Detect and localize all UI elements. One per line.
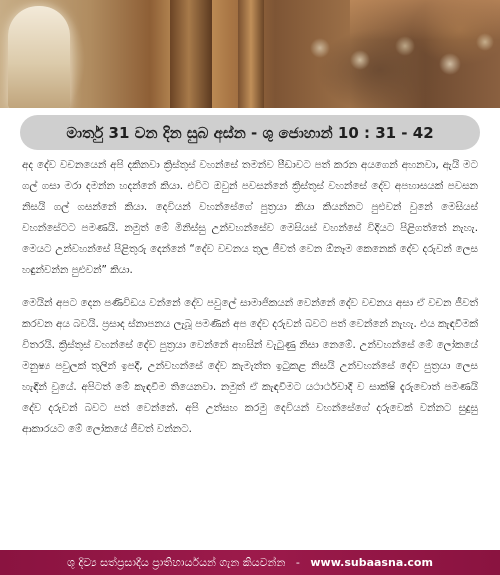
footer-text <box>67 556 433 570</box>
website-link[interactable]: www.subaasna.com <box>310 555 433 569</box>
header-painting <box>0 0 500 108</box>
paragraph: මෙයින් අපට දෙන පණිවිඩය වන්නේ දේව පවුලේ සාමාජිකයන් වෙන්නේ දේව වචනය අසා ඒ වචන ජීවත් කරවන අය බවයි. ප්‍රසාද ස්නාපනය ලැබූ පමණින් අප දේව දරුවන් බවට පත් වෙන්නේ නැහැ. එය කැඳවීමක් විතරයි. ක්‍රිස්තුස් වහන්සේ දේව පුත්‍රයා වෙන්නේ අහසින් වැටුණු නිසා නෙමේ. උන්වහන්සේ මේ ලෝකයේ මනුෂ්‍ය පවුලක් තුලින් ඉපදී, උන්වහන්සේ දේව කැමැත්ත ඉටුකළ නිසයි උන්වහන්සේ දේව පුත්‍රයා ලෙස හැඳින් වුයේ. අපිටත් මේ කැඳවීම තියෙනවා. නමුත් ඒ කැඳවීමට යථාර්ථවාදී ව සාක්ෂි දැරුවොත් පමණයි දේව දරුවන් බවට පත් වෙන්නේ. අපි උත්සහ කරමු දෙවියන් වහන්සේගේ දරුවෙක් වන්නට සුදුසු ආකාරයට මේ ලෝකයේ ජීවත් වන්නට. <box>22 297 478 435</box>
robed-figure <box>8 6 70 108</box>
sky-haze <box>350 0 500 40</box>
footer-separator: - <box>295 555 300 569</box>
crowd <box>300 28 500 108</box>
footer-bar <box>0 550 500 575</box>
article-body <box>22 155 478 452</box>
footer-caption: ශු දිව්‍ය සත්ප්‍රසාදීය ප්‍රාතිහාර්යයන් ගැන කියවන්න <box>67 555 286 569</box>
pillar <box>170 0 212 108</box>
paragraph: අද දේව වචනයෙන් අපි දකිනවා ක්‍රිස්තුස් වහන්සේ තමන්ව පීඩාවට පත් කරන අයගෙන් අහනවා, ඇයි මට ගල් ගසා මරා දමන්න හදන්නේ කියා. එවිට ඔවුන් පවසන්නේ ක්‍රිස්තුස් වහන්සේ දේව අපහාසයක් පවසන නිසයි ගල් ගසන්නේ කියා. දෙවියන් වහන්සේගේ පුත්‍රයා කියා කියන්නට පුළුවන් වුනේ මෙසියස් වහන්සේටට පමණයි. නමුත් මේ මිනිස්සු උන්වහන්සේව මෙසියස් වහන්සේ විදියට පිළිගත්තේ නැහැ. මෙයට උන්වහන්සේ පිළිතුරු දෙන්නේ “දේව වචනය තුල ජීවත් වෙන ඕනෑම කෙනෙක් දේව දරුවන් ලෙස හඳුන්වන්න පුළුවන්” කියා. <box>22 159 478 276</box>
reading-heading-bar <box>20 115 480 150</box>
pillar <box>238 0 264 108</box>
reading-heading: මාර්තු 31 වන දින සුබ අස්න - ශු ජොහාන් 10 : 31 - 42 <box>66 123 434 142</box>
